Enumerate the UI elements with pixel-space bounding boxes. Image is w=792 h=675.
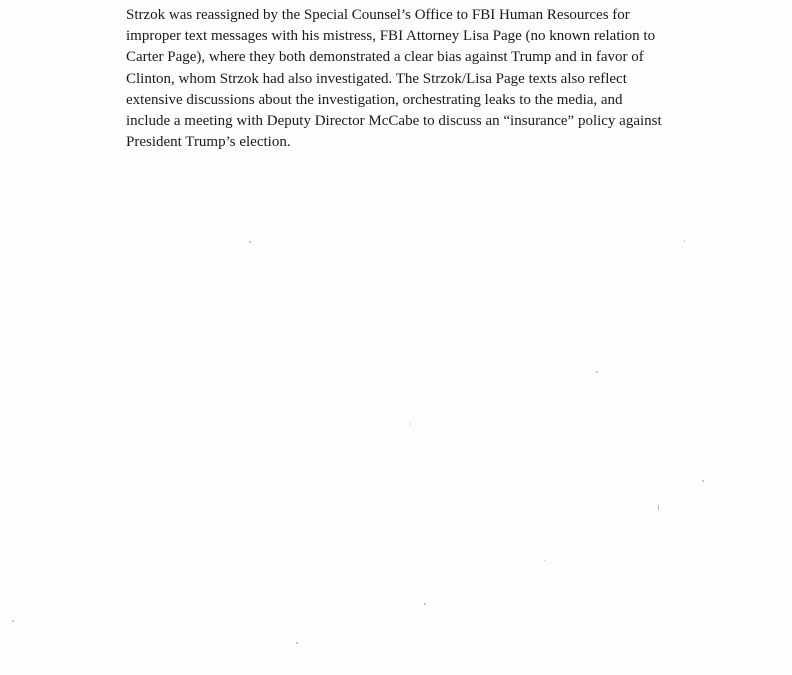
paragraph-line: President Trump’s election.: [126, 134, 291, 151]
clipped-text-line: [126, 0, 686, 1]
scan-speck: [658, 505, 659, 510]
scan-speck: [702, 480, 704, 482]
scan-speck: [544, 560, 545, 561]
paragraph-line: improper text messages with his mistress, FBI Attorney Lisa Page (no known relation to: [126, 28, 656, 45]
paragraph-line: Strzok was reassigned by the Special Counsel’s Office to FBI Human Resources for: [126, 7, 630, 23]
scan-speck: [249, 241, 251, 243]
scan-speck: [410, 423, 411, 425]
scan-speck: [12, 620, 14, 622]
scan-speck: [424, 603, 426, 605]
paragraph-line: Clinton, whom Strzok had also investigated. The Strzok/Lisa Page texts also reflect: [126, 70, 627, 87]
scan-speck: [296, 642, 298, 644]
scan-speck: [684, 240, 685, 242]
body-paragraph: [126, 5, 696, 153]
paragraph-line: include a meeting with Deputy Director McCabe to discuss an “insurance” policy against: [126, 113, 662, 130]
paragraph-line: Carter Page), where they both demonstrated a clear bias against Trump and in favor of: [126, 49, 644, 66]
paragraph-line: extensive discussions about the investigation, orchestrating leaks to the media, and: [126, 91, 623, 108]
scan-speck: [596, 371, 598, 373]
